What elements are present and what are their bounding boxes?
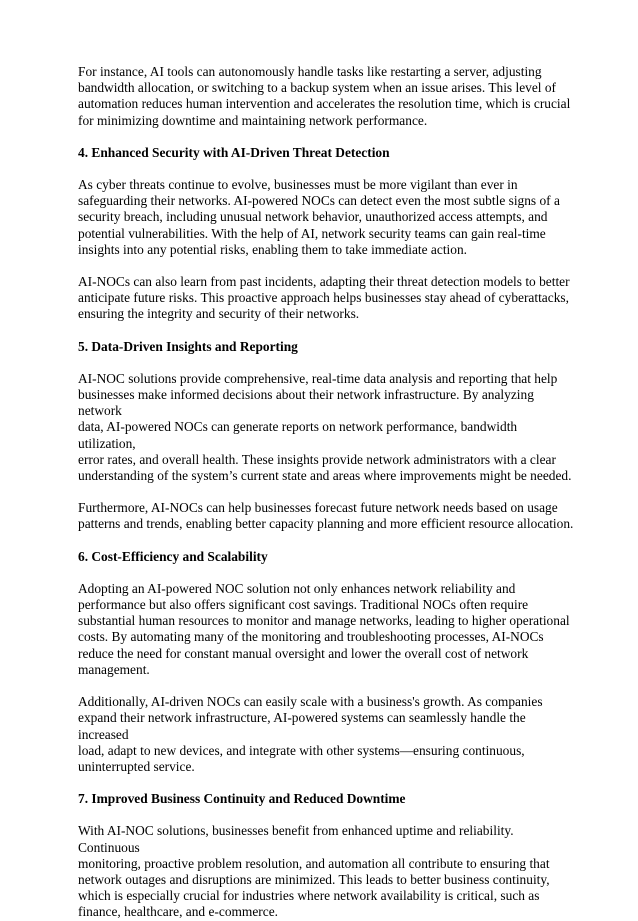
paragraph-cost-savings: Adopting an AI-powered NOC solution not only enhances network reliability and performance but also offers significant cost savings. Traditional NOCs often require substantial human resources to monitor and manage networks, leading to higher operational costs. By automating many of the monitoring and troubleshooting processes, AI-NOCs reduce the need for constant manual oversight and lower the overall cost of network management. xyxy=(78,580,570,677)
heading-enhanced-security: 4. Enhanced Security with AI-Driven Threat Detection xyxy=(78,144,390,160)
paragraph-uptime: With AI-NOC solutions, businesses benefit from enhanced uptime and reliability. Continuous monitoring, proactive problem resolution, and automation all contribute to ensuring that network outages and disruptions are minimized. This leads to better business continuity, which is especially crucial for industries where network availability is critical, such as finance, healthcare, and e-commerce. xyxy=(78,823,550,920)
heading-business-continuity: 7. Improved Business Continuity and Reduced Downtime xyxy=(78,791,406,807)
heading-cost-efficiency: 6. Cost-Efficiency and Scalability xyxy=(78,548,268,564)
paragraph-scalability: Additionally, AI-driven NOCs can easily scale with a business's growth. As companies expand their network infrastructure, AI-powered systems can seamlessly handle the increased load, adapt to new devices, and integrate with other systems—ensuring continuous, uninterrupted service. xyxy=(78,694,543,774)
paragraph-automation-intro: For instance, AI tools can autonomously handle tasks like restarting a server, adjusting bandwidth allocation, or switching to a backup system when an issue arises. This level of automation reduces human intervention and accelerates the resolution time, which is crucial for minimizing downtime and maintaining network performance. xyxy=(78,64,571,128)
paragraph-cyber-threats: As cyber threats continue to evolve, businesses must be more vigilant than ever in safeguarding their networks. AI-powered NOCs can detect even the most subtle signs of a security breach, including unusual network behavior, unauthorized access attempts, and potential vulnerabilities. With the help of AI, network security teams can gain real-time insights into any potential risks, enabling them to take immediate action. xyxy=(78,177,560,257)
paragraph-learn-incidents: AI-NOCs can also learn from past incidents, adapting their threat detection models to better anticipate future risks. This proactive approach helps businesses stay ahead of cyberattacks, ensuring the integrity and security of their networks. xyxy=(78,274,570,322)
paragraph-data-analysis: AI-NOC solutions provide comprehensive, real-time data analysis and reporting that help businesses make informed decisions about their network infrastructure. By analyzing network data, AI-powered NOCs can generate reports on network performance, bandwidth utilization, error rates, and overall health. These insights provide network administrators with a clear understanding of the system’s current state and areas where improvements might be needed. xyxy=(78,370,572,484)
paragraph-forecast: Furthermore, AI-NOCs can help businesses forecast future network needs based on usage patterns and trends, enabling better capacity planning and more efficient resource allocation. xyxy=(78,500,574,532)
heading-data-driven-insights: 5. Data-Driven Insights and Reporting xyxy=(78,338,298,354)
